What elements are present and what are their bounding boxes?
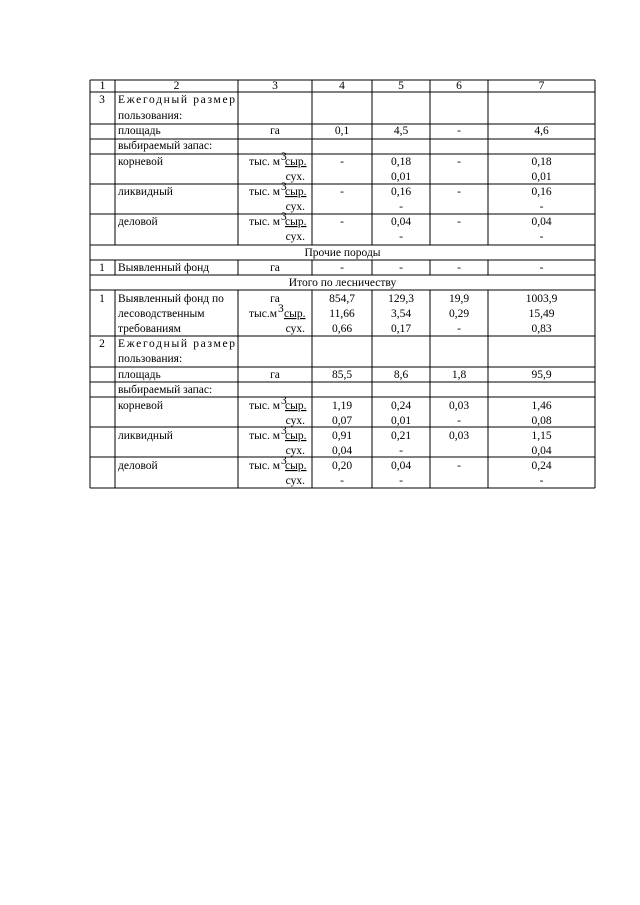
value-cell: 1,19	[331, 400, 353, 412]
row-label: ликвидный	[118, 186, 173, 198]
unit-raw: сыр.	[284, 308, 306, 320]
column-header: 3	[272, 80, 278, 92]
row-title: Ежегодный размер	[118, 338, 235, 350]
value-cell: 0,04	[531, 445, 552, 457]
value-cell: 129,3	[388, 293, 414, 305]
value-cell: 0,1	[334, 125, 350, 137]
value-cell: 19,9	[448, 293, 470, 305]
row-label: выбираемый запас:	[118, 384, 213, 396]
value-cell: 854,7	[329, 293, 355, 305]
row-label: ликвидный	[118, 430, 173, 442]
value-cell: -	[340, 475, 344, 487]
value-cell: -	[457, 460, 461, 472]
value-cell: -	[340, 156, 344, 168]
value-cell: 0,18	[531, 156, 552, 168]
value-cell: 0,66	[331, 323, 353, 335]
unit-superscript: 3	[281, 425, 287, 437]
value-cell: -	[539, 201, 544, 213]
value-cell: 4,6	[534, 125, 549, 137]
unit-cell: га	[270, 262, 280, 274]
value-cell: -	[539, 475, 544, 487]
section-heading: Прочие породы	[304, 247, 381, 259]
unit-raw: сыр.	[285, 460, 307, 472]
value-cell: 3,54	[390, 308, 412, 320]
unit-cell: тыс. м	[249, 400, 280, 412]
value-cell: 0,04	[531, 216, 552, 228]
table-text	[99, 80, 557, 487]
value-cell: 0,01	[390, 171, 412, 183]
row-title: лесоводственным	[118, 308, 205, 320]
value-cell: -	[399, 231, 403, 243]
unit-cell: га	[270, 369, 280, 381]
value-cell: 0,03	[448, 400, 470, 412]
value-cell: 1,15	[531, 430, 552, 442]
value-cell: 0,01	[390, 415, 412, 427]
value-cell: 0,16	[531, 186, 552, 198]
row-label: корневой	[118, 156, 164, 168]
value-cell: -	[399, 445, 403, 457]
value-cell: 0,08	[531, 415, 552, 427]
unit-dry: сух.	[285, 475, 305, 487]
value-cell: 0,07	[331, 415, 353, 427]
row-title: пользования:	[118, 353, 183, 365]
unit-superscript: 3	[281, 455, 287, 467]
row-label: корневой	[118, 400, 164, 412]
row-label: площадь	[118, 125, 161, 137]
value-cell: 11,66	[329, 308, 355, 320]
unit-dry: сух.	[285, 415, 305, 427]
unit-dry: сух.	[285, 445, 305, 457]
value-cell: 0,24	[531, 460, 552, 472]
unit-dry: сух.	[285, 201, 305, 213]
unit-cell: га	[270, 293, 280, 305]
value-cell: -	[457, 216, 461, 228]
row-label: площадь	[118, 369, 161, 381]
value-cell: -	[399, 475, 403, 487]
unit-cell: тыс. м	[249, 156, 280, 168]
unit-superscript: 3	[281, 181, 287, 193]
value-cell: 0,21	[390, 430, 412, 442]
unit-cell: тыс. м	[249, 460, 280, 472]
value-cell: 0,04	[331, 445, 353, 457]
value-cell: 0,20	[331, 460, 353, 472]
value-cell: 0,16	[390, 186, 412, 198]
value-cell: 0,91	[331, 430, 353, 442]
row-number: 3	[99, 94, 105, 106]
column-header: 1	[99, 80, 106, 92]
value-cell: -	[457, 186, 461, 198]
unit-raw: сыр.	[285, 156, 307, 168]
value-cell: -	[399, 201, 403, 213]
column-header: 2	[173, 80, 180, 92]
column-header: 5	[398, 80, 404, 92]
value-cell: -	[399, 262, 403, 274]
unit-superscript: 3	[281, 211, 287, 223]
unit-raw: сыр.	[285, 430, 307, 442]
unit-superscript: 3	[278, 303, 284, 315]
section-heading: Итого по лесничеству	[288, 277, 397, 289]
value-cell: 8,6	[393, 369, 409, 381]
value-cell: 4,5	[393, 125, 409, 137]
value-cell: 95,9	[531, 369, 552, 381]
unit-dry: сух.	[285, 323, 305, 335]
row-number: 1	[99, 293, 105, 305]
unit-superscript: 3	[281, 395, 287, 407]
value-cell: 0,04	[390, 216, 412, 228]
value-cell: -	[539, 262, 544, 274]
value-cell: 0,24	[390, 400, 412, 412]
value-cell: 85,5	[331, 369, 353, 381]
value-cell: -	[340, 186, 344, 198]
column-header: 4	[339, 80, 345, 92]
unit-superscript: 3	[281, 151, 287, 163]
unit-cell: тыс. м	[249, 430, 280, 442]
unit-cell: тыс. м	[249, 186, 280, 198]
value-cell: -	[340, 216, 344, 228]
value-cell: -	[457, 262, 461, 274]
row-label: Выявленный фонд	[118, 262, 210, 274]
column-header: 6	[456, 80, 462, 92]
value-cell: 0,17	[390, 323, 412, 335]
unit-raw: сыр.	[285, 186, 307, 198]
value-cell: 1,8	[451, 369, 467, 381]
value-cell: 0,01	[531, 171, 552, 183]
column-header: 7	[538, 80, 545, 92]
unit-raw: сыр.	[285, 400, 307, 412]
row-title: требованиям	[118, 323, 181, 335]
unit-cell: тыс. м	[249, 216, 280, 228]
value-cell: 0,18	[390, 156, 412, 168]
unit-cell: тыс.м	[248, 308, 277, 320]
value-cell: -	[457, 125, 461, 137]
value-cell: -	[340, 262, 344, 274]
value-cell: -	[457, 323, 461, 335]
row-label: деловой	[118, 460, 158, 472]
unit-dry: сух.	[285, 171, 305, 183]
row-title: Выявленный фонд по	[118, 293, 224, 305]
value-cell: -	[457, 415, 461, 427]
row-label: деловой	[118, 216, 158, 228]
value-cell: 0,29	[448, 308, 470, 320]
unit-dry: сух.	[285, 231, 305, 243]
row-title: Ежегодный размер	[118, 94, 235, 106]
value-cell: -	[457, 156, 461, 168]
row-label: выбираемый запас:	[118, 140, 213, 152]
value-cell: 0,03	[448, 430, 470, 442]
value-cell: 0,83	[531, 323, 552, 335]
value-cell: 0,04	[390, 460, 412, 472]
value-cell: 1,46	[531, 400, 552, 412]
unit-cell: га	[270, 125, 280, 137]
unit-raw: сыр.	[285, 216, 307, 228]
value-cell: 15,49	[528, 308, 555, 320]
value-cell: -	[539, 231, 544, 243]
value-cell: 1003,9	[525, 293, 558, 305]
row-number: 1	[99, 262, 105, 274]
row-number: 2	[99, 338, 105, 350]
row-title: пользования:	[118, 110, 183, 122]
